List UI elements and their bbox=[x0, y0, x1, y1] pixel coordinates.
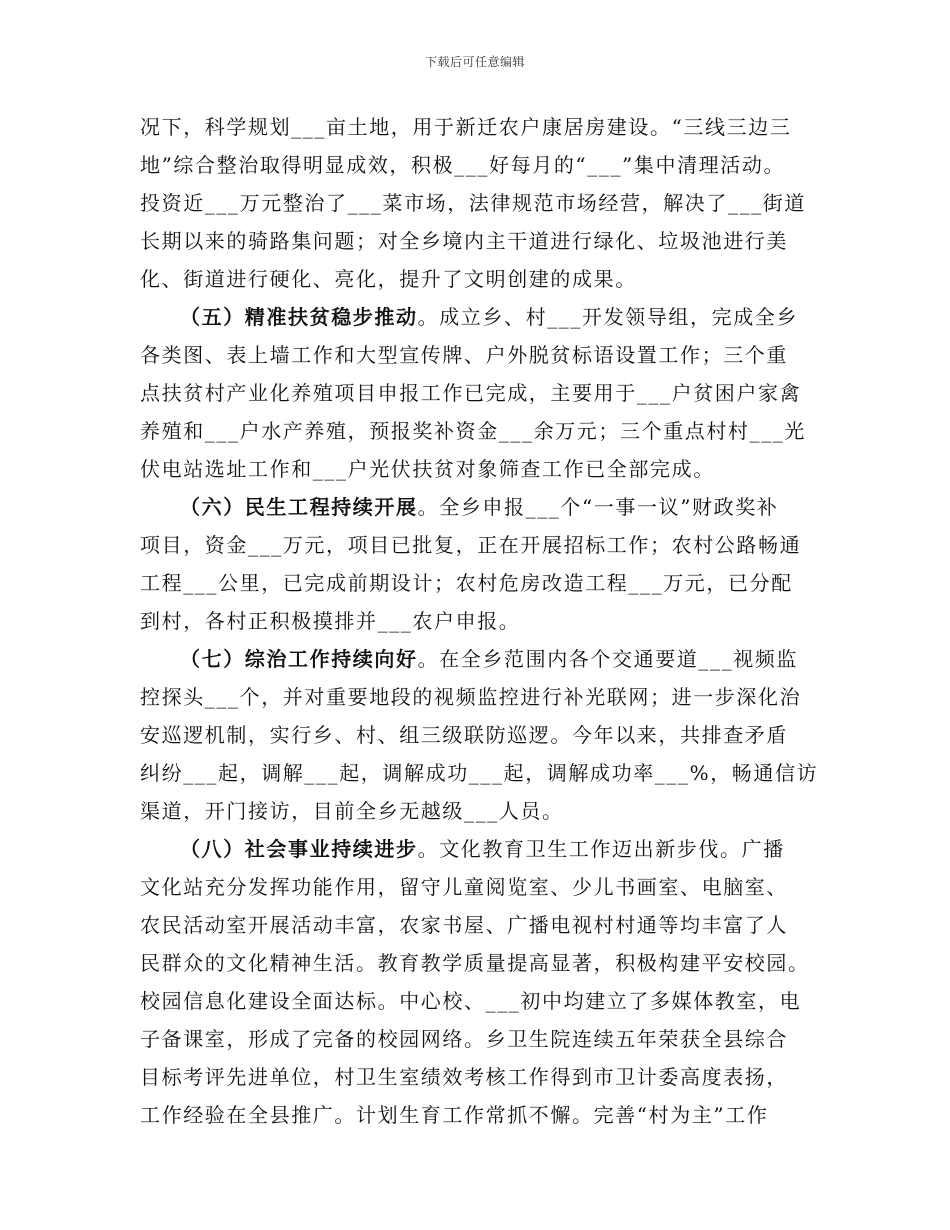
document-body bbox=[140, 108, 819, 1134]
text-line: 点扶贫村产业化养殖项目申报工作已完成，主要用于___户贫困户家禽 bbox=[140, 381, 802, 405]
text-line bbox=[140, 830, 812, 868]
paragraph-public-security bbox=[140, 640, 819, 830]
text-line: 纠纷___起，调解___起，调解成功___起，调解成功率___%，畅通信访 bbox=[140, 761, 819, 785]
section-heading: （五）精准扶贫稳步推动 bbox=[180, 305, 418, 329]
text-line: 安巡逻机制，实行乡、村、组三级联防巡逻。今年以来，共排查矛盾 bbox=[140, 723, 788, 747]
text-line: 渠道，开门接访，目前全乡无越级___人员。 bbox=[140, 799, 564, 823]
text-line: 投资近___万元整治了___菜市场，法律规范市场经营，解决了___街道 bbox=[140, 191, 806, 215]
section-heading: （六）民生工程持续开展 bbox=[180, 495, 418, 519]
text-line: 长期以来的骑路集问题；对全乡境内主干道进行绿化、垃圾池进行美 bbox=[140, 229, 788, 253]
text-run: 。全乡申报___个“一事一议”财政奖补 bbox=[417, 495, 779, 519]
page-header: 下载后可任意编辑 bbox=[424, 55, 525, 69]
text-line: 况下，科学规划___亩土地，用于新迁农户康居房建设。“三线三边三 bbox=[140, 115, 792, 139]
text-line: 民群众的文化精神生活。教育教学质量提高显著，积极构建平安校园。 bbox=[140, 951, 810, 975]
text-line: 控探头___个，并对重要地段的视频监控进行补光联网；进一步深化治 bbox=[140, 685, 802, 709]
text-line bbox=[140, 298, 812, 336]
text-line: 养殖和___户水产养殖，预报奖补资金___余万元；三个重点村村___光 bbox=[140, 419, 806, 443]
text-line: 伏电站选址工作和___户光伏扶贫对象筛查工作已全部完成。 bbox=[140, 457, 715, 481]
text-line: 文化站充分发挥功能作用，留守儿童阅览室、少儿书画室、电脑室、 bbox=[140, 875, 788, 899]
text-line: 子备课室，形成了完备的校园网络。乡卫生院连续五年荣获全县综合 bbox=[140, 1027, 788, 1051]
paragraph-village-improvement bbox=[140, 108, 812, 298]
section-heading: （八）社会事业持续进步 bbox=[180, 837, 418, 861]
text-line: 目标考评先进单位，村卫生室绩效考核工作得到市卫计委高度表扬， bbox=[140, 1065, 788, 1089]
text-line: 化、街道进行硬化、亮化，提升了文明创建的成果。 bbox=[140, 267, 637, 291]
text-run: 。文化教育卫生工作迈出新步伐。广播 bbox=[417, 837, 785, 861]
section-heading: （七）综治工作持续向好 bbox=[180, 647, 418, 671]
text-line: 校园信息化建设全面达标。中心校、___初中均建立了多媒体教室，电 bbox=[140, 989, 802, 1013]
text-line: 工作经验在全县推广。计划生育工作常抓不懈。完善“村为主”工作 bbox=[140, 1103, 769, 1127]
text-run: 。在全乡范围内各个交通要道___视频监 bbox=[417, 647, 799, 671]
text-line: 项目，资金___万元，项目已批复，正在开展招标工作；农村公路畅通 bbox=[140, 533, 802, 557]
text-line: 农民活动室开展活动丰富，农家书屋、广播电视村村通等均丰富了人 bbox=[140, 913, 788, 937]
text-run: 。成立乡、村___开发领导组，完成全乡 bbox=[417, 305, 799, 329]
text-line: 到村，各村正积极摸排并___农户申报。 bbox=[140, 609, 521, 633]
text-line: 工程___公里，已完成前期设计；农村危房改造工程___万元，已分配 bbox=[140, 571, 793, 595]
text-line bbox=[140, 488, 812, 526]
paragraph-social-undertakings bbox=[140, 830, 812, 1134]
text-line: 地”综合整治取得明显成效，积极___好每月的“___”集中清理活动。 bbox=[140, 153, 786, 177]
paragraph-livelihood-projects bbox=[140, 488, 812, 640]
paragraph-poverty-alleviation bbox=[140, 298, 812, 488]
text-line: 各类图、表上墙工作和大型宣传牌、户外脱贫标语设置工作；三个重 bbox=[140, 343, 788, 367]
text-line bbox=[140, 640, 812, 678]
